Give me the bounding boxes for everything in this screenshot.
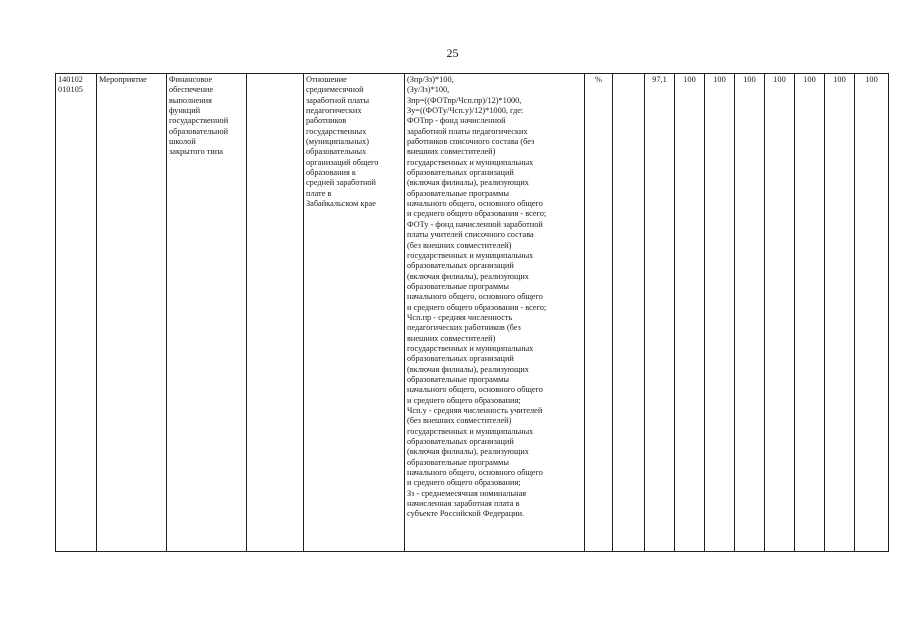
formula-line: начального общего, основного общего (407, 385, 543, 395)
name-line: выполнения (169, 95, 212, 105)
name-line: государственной (169, 116, 229, 126)
value-cell: 97,1 (645, 74, 675, 552)
indicator-table (55, 73, 889, 552)
code-line: 140102 (58, 75, 83, 84)
indicator-line: Забайкальском крае (306, 199, 376, 209)
indicator-line: работников (306, 116, 347, 126)
formula-line: и среднего общего образования - всего; (407, 209, 547, 219)
value-cell: 100 (855, 74, 889, 552)
formula-line: (включая филиалы), реализующих (407, 447, 529, 457)
formula-line: начисленная заработная плата в (407, 499, 520, 509)
indicator-line: образования к (306, 168, 356, 178)
indicator-line: педагогических (306, 106, 362, 116)
formula-line: начального общего, основного общего (407, 468, 543, 478)
value-cell: 100 (705, 74, 735, 552)
formula-line: ФОТпр - фонд начисленной (407, 116, 506, 126)
indicator-line: организаций общего (306, 157, 379, 167)
type-cell (97, 74, 167, 552)
formula-line: образовательные программы (407, 457, 509, 467)
formula-line: (включая филиалы), реализующих (407, 178, 529, 188)
formula-line: образовательных организаций (407, 168, 514, 178)
indicator-line: (муниципальных) (306, 137, 369, 147)
indicator-cell (304, 74, 405, 552)
formula-line: образовательные программы (407, 281, 509, 291)
formula-line: государственных и муниципальных (407, 157, 534, 167)
empty-cell (247, 74, 304, 552)
formula-line: внешних совместителей) (407, 147, 496, 157)
formula-line: внешних совместителей) (407, 333, 496, 343)
formula-line: образовательные программы (407, 188, 509, 198)
formula-line: Чсп.пр - средняя численность (407, 312, 513, 322)
name-line: Финансовое (169, 75, 213, 84)
formula-line: (без внешних совместителей) (407, 240, 512, 250)
formula-line: образовательных организаций (407, 354, 514, 364)
type-text: Мероприятие (99, 75, 147, 84)
value-cell: 100 (795, 74, 825, 552)
indicator-line: средней заработной (306, 178, 376, 188)
formula-line: образовательных организаций (407, 437, 514, 447)
formula-line: образовательных организаций (407, 261, 514, 271)
name-line: обеспечение (169, 85, 214, 95)
formula-line: (Зпр/Зз)*100, (407, 75, 454, 84)
indicator-line: заработной платы (306, 95, 370, 105)
formula-line: платы учителей списочного состава (407, 230, 534, 240)
formula-line: Зз - среднемесячная номинальная (407, 488, 527, 498)
indicator-line: Отношение (306, 75, 347, 84)
formula-line: (Зу/Зз)*100, (407, 85, 450, 95)
formula-line: работников списочного состава (без (407, 137, 535, 147)
formula-line: Зу=((ФОТу/Чсп.у)/12)*1000, где: (407, 106, 524, 116)
indicator-line: государственных (306, 126, 367, 136)
page-number: 25 (446, 46, 459, 60)
name-cell (167, 74, 247, 552)
value-cell: 100 (735, 74, 765, 552)
formula-line: (включая филиалы), реализующих (407, 364, 529, 374)
value-cell: 100 (765, 74, 795, 552)
formula-cell (405, 74, 585, 552)
unit-cell: % (585, 74, 613, 552)
formula-line: государственных и муниципальных (407, 343, 534, 353)
formula-line: (включая филиалы), реализующих (407, 271, 529, 281)
formula-line: начального общего, основного общего (407, 199, 543, 209)
table-row (56, 74, 889, 552)
name-line: закрытого типа (169, 147, 223, 157)
empty-cell (613, 74, 645, 552)
formula-line: образовательные программы (407, 374, 509, 384)
formula-line: Чсп.у - средняя численность учителей (407, 406, 543, 415)
formula-line: и среднего общего образования; (407, 395, 521, 405)
formula-line: и среднего общего образования - всего; (407, 302, 547, 312)
code-line: 010105 (58, 85, 83, 95)
name-line: школой (169, 137, 196, 147)
formula-line: и среднего общего образования; (407, 478, 521, 488)
formula-line: педагогических работников (без (407, 323, 521, 333)
formula-line: Зпр=((ФОТпр/Чсп.пр)/12)*1000, (407, 95, 522, 105)
name-line: образовательной (169, 126, 229, 136)
formula-line: заработной платы педагогических (407, 126, 528, 136)
formula-line: государственных и муниципальных (407, 250, 534, 260)
indicator-line: образовательных (306, 147, 367, 157)
formula-line: государственных и муниципальных (407, 426, 534, 436)
value-cell: 100 (675, 74, 705, 552)
formula-line: субъекте Российской Федерации. (407, 509, 525, 519)
formula-line: ФОТу - фонд начисленной заработной (407, 219, 543, 229)
indicator-line: среднемесячной (306, 85, 364, 95)
name-line: функций (169, 106, 201, 116)
code-cell (56, 74, 97, 552)
indicator-line: плате в (306, 188, 332, 198)
formula-line: начального общего, основного общего (407, 292, 543, 302)
formula-line: (без внешних совместителей) (407, 416, 512, 426)
value-cell: 100 (825, 74, 855, 552)
